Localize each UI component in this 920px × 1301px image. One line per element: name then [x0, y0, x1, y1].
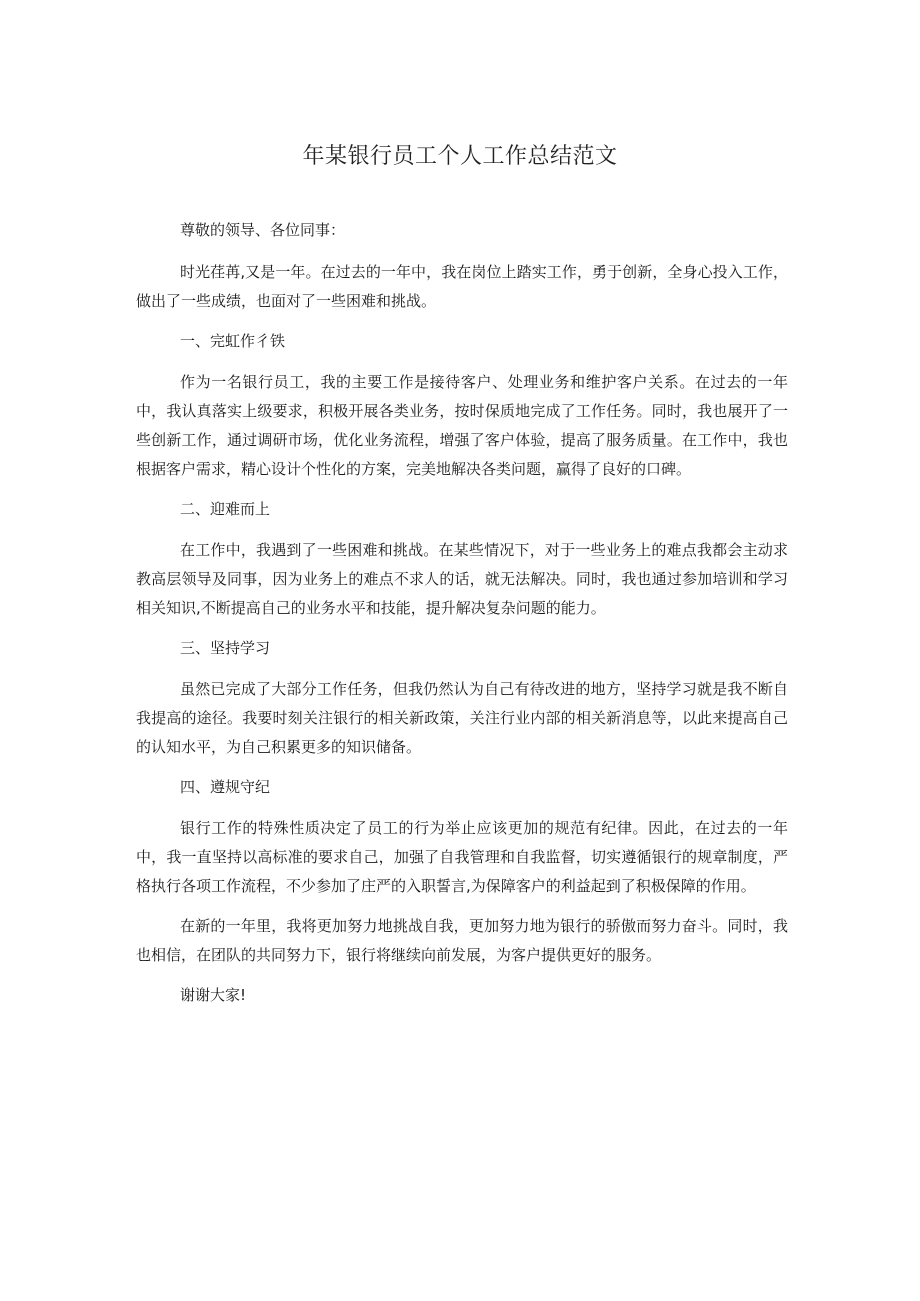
document-body	[136, 216, 788, 1010]
document-title: 年某银行员工个人工作总结范文	[302, 144, 618, 169]
section-1-paragraph: 作为一名银行员工，我的主要工作是接待客户、处理业务和维护客户关系。在过去的一年中，我认真落实上级要求，积极开展各类业务，按时保质地完成了工作任务。同时，我也展开了一些创新工作，通过调研市场，优化业务流程，增强了客户体验，提高了服务质量。在工作中，我也根据客户需求，精心设计个性化的方案，完美地解决各类问题，赢得了良好的口碑。	[136, 373, 788, 478]
outlook-paragraph: 在新的一年里，我将更加努力地挑战自我，更加努力地为银行的骄傲而努力奋斗。同时，我也相信，在团队的共同努力下，银行将继续向前发展，为客户提供更好的服务。	[136, 917, 788, 964]
section-heading-2: 二、迎难而上	[180, 500, 271, 518]
section-heading-1: 一、完虹作彳铁	[180, 332, 286, 350]
section-3-paragraph: 虽然已完成了大部分工作任务，但我仍然认为自己有待改进的地方，坚持学习就是我不断自我提高的途径。我要时刻关注银行的相关新政策，关注行业内部的相关新消息等，以此来提高自己的认知水平，为自己积累更多的知识储备。	[136, 680, 788, 756]
intro-paragraph: 时光荏苒,又是一年。在过去的一年中，我在岗位上踏实工作，勇于创新，全身心投入工作，做出了一些成绩，也面对了一些困难和挑战。	[136, 263, 788, 310]
section-heading-3: 三、坚持学习	[180, 639, 271, 657]
section-4-paragraph: 银行工作的特殊性质决定了员工的行为举止应该更加的规范有纪律。因此，在过去的一年中，我一直坚持以高标准的要求自己，加强了自我管理和自我监督，切实遵循银行的规章制度，严格执行各项工作流程，不少参加了庄严的入职誓言,为保障客户的利益起到了积极保障的作用。	[136, 819, 788, 895]
section-2-paragraph: 在工作中，我遇到了一些困难和挑战。在某些情况下，对于一些业务上的难点我都会主动求教高层领导及同事，因为业务上的难点不求人的话，就无法解决。同时，我也通过参加培训和学习相关知识,不断提高自己的业务水平和技能，提升解决复杂问题的能力。	[136, 541, 788, 617]
section-heading-4: 四、遵规守纪	[180, 778, 271, 796]
salutation: 尊敬的领导、各位同事：	[180, 221, 346, 239]
closing-line: 谢谢大家!	[180, 986, 247, 1004]
